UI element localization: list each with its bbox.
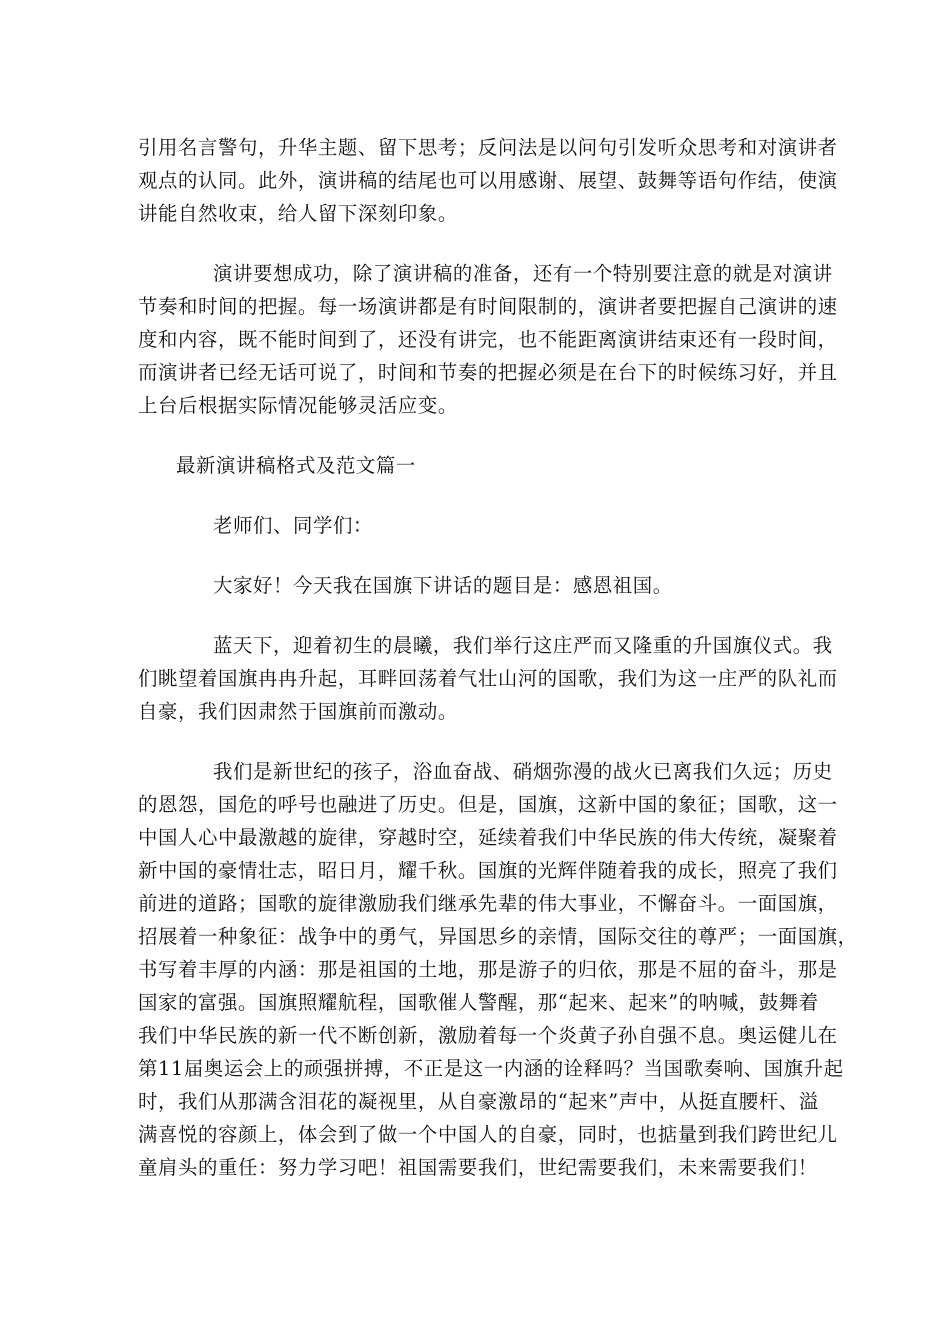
paragraph-flag-ceremony	[138, 629, 838, 728]
text-line: 招展着一种象征：战争中的勇气，异国思乡的亲情，国际交往的尊严；一面国旗，	[138, 925, 858, 948]
text-line: 节奏和时间的把握。每一场演讲都是有时间限制的，演讲者要把握自己演讲的速	[138, 295, 838, 318]
paragraph-new-century	[138, 755, 858, 1184]
text-line: 的恩怨，国危的呼号也融进了历史。但是，国旗，这新中国的象征；国歌，这一	[138, 793, 838, 816]
text-line: 自豪，我们因肃然于国旗前而激动。	[138, 700, 458, 723]
text-line: 第11届奥运会上的顽强拼搏，不正是这一内涵的诠释吗？当国歌奏响、国旗升起	[138, 1057, 844, 1080]
text-line: 新中国的豪情壮志，昭日月，耀千秋。国旗的光辉伴随着我的成长，照亮了我们	[138, 859, 838, 882]
text-line: 中国人心中最激越的旋律，穿越时空，延续着我们中华民族的伟大传统，凝聚着	[138, 826, 838, 849]
text-line: 蓝天下，迎着初生的晨曦，我们举行这庄严而又隆重的升国旗仪式。我	[213, 634, 833, 657]
text-line: 我们是新世纪的孩子，浴血奋战、硝烟弥漫的战火已离我们久远；历史	[213, 760, 833, 783]
text-line: 老师们、同学们：	[213, 514, 373, 537]
text-line: 满喜悦的容颜上，体会到了做一个中国人的自豪，同时，也掂量到我们跨世纪儿	[138, 1123, 838, 1146]
text-line: 观点的认同。此外，演讲稿的结尾也可以用感谢、展望、鼓舞等语句作结，使演	[138, 169, 838, 192]
text-line: 大家好！今天我在国旗下讲话的题目是：感恩祖国。	[213, 574, 673, 597]
paragraph-timing	[138, 257, 838, 422]
text-line: 讲能自然收束，给人留下深刻印象。	[138, 202, 458, 225]
text-line: 度和内容，既不能时间到了，还没有讲完，也不能距离演讲结束还有一段时间，	[138, 328, 838, 351]
text-line: 我们中华民族的新一代不断创新，激励着每一个炎黄子孙自强不息。奥运健儿在	[138, 1024, 838, 1047]
salutation	[138, 509, 818, 542]
section-title: 最新演讲稿格式及范文篇一	[176, 454, 416, 477]
text-line: 引用名言警句，升华主题、留下思考；反问法是以问句引发听众思考和对演讲者	[138, 136, 838, 159]
text-line: 时，我们从那满含泪花的凝视里，从自豪激昂的“起来”声中，从挺直腰杆、溢	[138, 1090, 819, 1113]
document-page	[138, 131, 858, 1184]
text-line: 们眺望着国旗冉冉升起，耳畔回荡着气壮山河的国歌，我们为这一庄严的队礼而	[138, 667, 838, 690]
text-line: 书写着丰厚的内涵：那是祖国的土地，那是游子的归依，那是不屈的奋斗，那是	[138, 958, 838, 981]
text-line: 而演讲者已经无话可说了，时间和节奏的把握必须是在台下的时候练习好，并且	[138, 361, 838, 384]
text-line: 演讲要想成功，除了演讲稿的准备，还有一个特别要注意的就是对演讲	[213, 262, 833, 285]
text-line: 国家的富强。国旗照耀航程，国歌催人警醒，那“起来、起来”的呐喊，鼓舞着	[138, 991, 819, 1014]
paragraph-ending-methods	[138, 131, 838, 230]
section-heading	[138, 449, 818, 482]
text-line: 上台后根据实际情况能够灵活应变。	[138, 394, 458, 417]
greeting	[138, 569, 818, 602]
text-line: 童肩头的重任：努力学习吧！祖国需要我们，世纪需要我们，未来需要我们！	[138, 1156, 818, 1179]
text-line: 前进的道路；国歌的旋律激励我们继承先辈的伟大事业，不懈奋斗。一面国旗，	[138, 892, 838, 915]
